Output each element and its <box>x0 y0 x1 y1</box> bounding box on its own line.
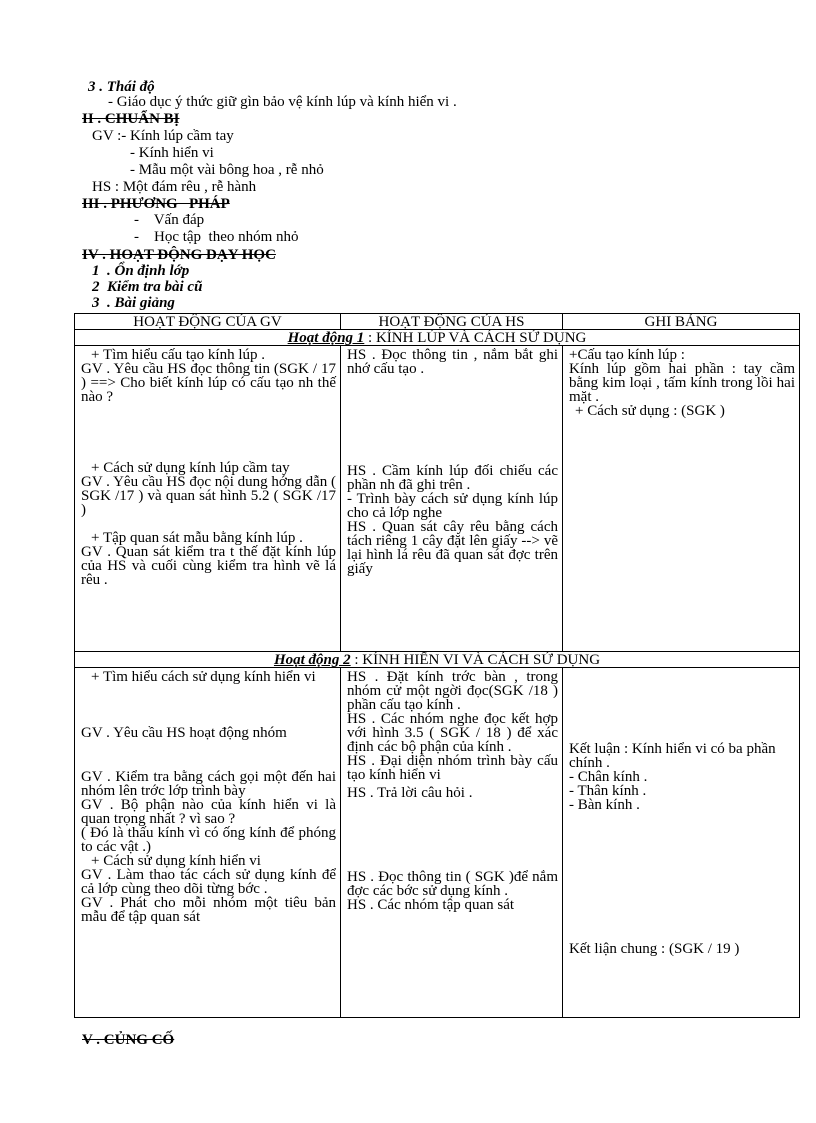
gv-text: GV . Quan sát kiểm tra t thế đặt kính lúp của HS và cuối cùng kiểm tra hình vẽ lá rêu . <box>81 544 336 588</box>
gv-text: GV . Yêu cầu HS đọc nội dung hớng dẫn ( SGK /17 ) và quan sát hình 5.2 ( SGK /17 ) <box>81 474 336 518</box>
spacer <box>347 376 558 464</box>
hs-text: HS . Đọc thông tin , nắm bắt ghi nhớ cấu tạo . <box>347 347 558 377</box>
section-3-title: 3 . Thái độ <box>88 79 155 95</box>
table-header-row <box>75 314 800 330</box>
hs-text: HS . Đọc thông tin ( SGK )để nắm đợc các bớc sử dụng kính . <box>347 869 558 899</box>
header-board: GHI BẢNG <box>563 314 800 330</box>
board-text: +Cấu tạo kính lúp : <box>569 347 685 363</box>
section-v-title: V . CỦNG CỐ <box>82 1032 175 1048</box>
activity-2-row <box>75 652 800 668</box>
hs-text: HS . Đại diện nhóm trình bày cấu tạo kính hiển vi <box>347 753 558 783</box>
spacer <box>347 800 558 870</box>
board-cell-1 <box>563 346 800 652</box>
header-hs: HOẠT ĐỘNG CỦA HS <box>341 314 563 330</box>
activity-1-rest: : KÍNH LÚP VÀ CÁCH SỬ DỤNG <box>364 330 587 346</box>
activity-2-rest: : KÍNH HIỂN VI VÀ CÁCH SỬ DỤNG <box>350 652 601 668</box>
lesson-table <box>74 313 800 1018</box>
gv-text: GV . Yêu cầu HS đọc thông tin (SGK / 17 ) ==> Cho biết kính lúp có cấu tạo nh thế nào ? <box>81 361 336 405</box>
hs-text: - Trình bày cách sử dụng kính lúp cho cả lớp nghe <box>347 491 558 521</box>
hs-text: HS . Cầm kính lúp đối chiếu các phần nh đã ghi trên . <box>347 463 558 493</box>
spacer <box>81 404 336 461</box>
gv-text: GV . Bộ phận nào của kính hiển vi là quan trọng nhất ? vì sao ? <box>81 797 336 827</box>
gv-text: + Tìm hiểu cấu tạo kính lúp . <box>91 347 265 363</box>
gv-text: + Tìm hiểu cách sử dụng kính hiển vi <box>91 669 316 685</box>
activity-1-row <box>75 330 800 346</box>
step-2: 2 Kiểm tra bài cũ <box>92 279 203 295</box>
gv-cell-2 <box>75 668 341 1018</box>
header-gv: HOẠT ĐỘNG CỦA GV <box>75 314 341 330</box>
activity-2-title: Hoạt động 2 <box>273 652 351 668</box>
gv-text: ( Đó là thấu kính vì có ống kính để phóng to các vật .) <box>81 825 336 855</box>
hs-text: HS . Quan sát cây rêu bằng cách tách riêng 1 cây đặt lên giấy --> vẽ lại hình lá rêu đã quan sát đợc trên giấy <box>347 519 558 577</box>
gv-text: GV . Yêu cầu HS hoạt động nhóm <box>81 725 287 741</box>
board-text: - Chân kính . <box>569 769 648 785</box>
board-text: Kính lúp gồm hai phần : tay cầm bằng kim loại , tấm kính trong lồi hai mặt . <box>569 361 795 405</box>
spacer <box>569 812 795 942</box>
board-cell-2 <box>563 668 800 1018</box>
activity-1-heading <box>75 330 800 346</box>
spacer <box>81 740 336 770</box>
spacer <box>81 517 336 531</box>
activity-1-title: Hoạt động 1 <box>287 330 365 346</box>
hs-cell-1 <box>341 346 563 652</box>
spacer <box>81 684 336 726</box>
gv-text: GV . Kiểm tra bằng cách gọi một đến hai nhóm lên trớc lớp trình bày <box>81 769 336 799</box>
hs-text: HS . Các nhóm tập quan sát <box>347 897 515 913</box>
method-item-1: - Vấn đáp <box>134 212 205 228</box>
hs-text: HS . Các nhóm nghe đọc kết hợp với hình 3.5 ( SGK / 18 ) để xác định các bộ phận của kính . <box>347 711 558 755</box>
section-iv-title: IV . HOẠT ĐỘNG DẠY HỌC <box>82 247 276 263</box>
activity-2-heading <box>75 652 800 668</box>
board-text: - Thân kính . <box>569 783 647 799</box>
gv-line: GV :- Kính lúp cầm tay <box>92 128 234 144</box>
step-3: 3 . Bài giảng <box>92 295 175 311</box>
gv-text: GV . Phát cho mỗi nhóm một tiêu bản mẫu để tập quan sát <box>81 895 336 925</box>
table-row <box>75 668 800 1018</box>
hs-cell-2 <box>341 668 563 1018</box>
hs-text: HS . Trả lời câu hỏi . <box>347 785 473 801</box>
board-text: Kết liận chung : (SGK / 19 ) <box>569 941 740 957</box>
board-text: - Bàn kính . <box>569 797 640 813</box>
hs-line: HS : Một đám rêu , rễ hành <box>92 179 257 195</box>
gv-text: GV . Làm thao tác cách sử dụng kính để cả lớp cùng theo dõi từng bớc . <box>81 867 336 897</box>
table-row <box>75 346 800 652</box>
method-item-2: - Học tập theo nhóm nhỏ <box>134 229 299 245</box>
board-text: Kết luận : Kính hiển vi có ba phần chính . <box>569 741 776 771</box>
hs-text: HS . Đặt kính trớc bàn , trong nhóm cử một ngời đọc(SGK /18 ) phần cấu tạo kính . <box>347 669 558 713</box>
gv-item-2: - Mẫu một vài bông hoa , rễ nhỏ <box>130 162 324 178</box>
gv-cell-1 <box>75 346 341 652</box>
gv-text: + Cách sử dụng kính hiển vi <box>91 853 261 869</box>
gv-item-1: - Kính hiển vi <box>130 145 214 161</box>
section-3-line: - Giáo dục ý thức giữ gìn bảo vệ kính lúp và kính hiển vi . <box>108 94 457 110</box>
step-1: 1 . Ổn định lớp <box>92 263 190 279</box>
spacer <box>569 670 795 742</box>
gv-text: + Cách sử dụng kính lúp cầm tay <box>91 460 290 476</box>
gv-text: + Tập quan sát mẫu bằng kính lúp . <box>91 530 303 546</box>
board-text: + Cách sử dụng : (SGK ) <box>575 403 725 419</box>
section-ii-title: II . CHUẨN BỊ <box>82 111 180 127</box>
section-iii-title: III . PHƯƠNG PHÁP <box>82 196 230 212</box>
